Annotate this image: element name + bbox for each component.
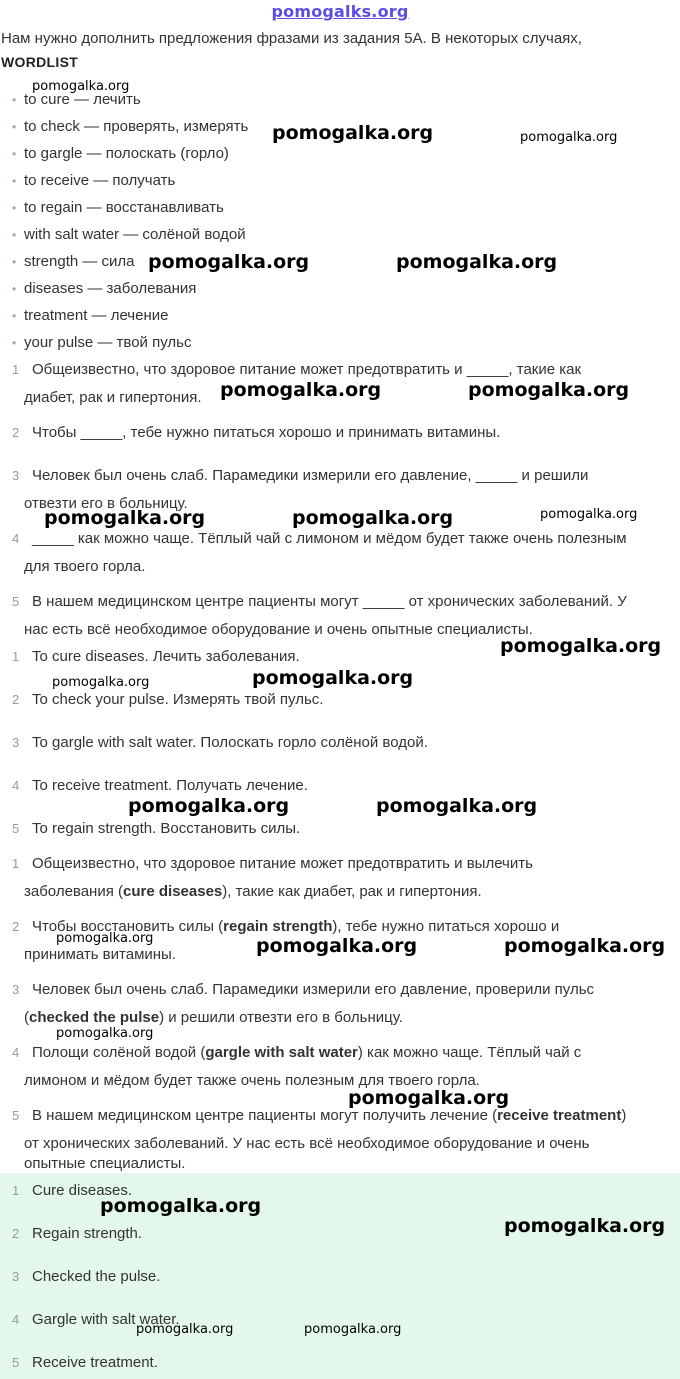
exercise-line: Общеизвестно, что здоровое питание может предотвратить и _____, такие как	[32, 361, 582, 378]
exercise-line: Человек был очень слаб. Парамедики измерили его давление, _____ и решили	[32, 467, 589, 484]
watermark: pomogalka.org	[56, 931, 154, 946]
wordlist-item: • to check — проверять, измерять	[12, 118, 249, 135]
watermark: pomogalka.org	[468, 379, 630, 401]
watermark: pomogalka.org	[292, 507, 454, 529]
answer-phrase: regain strength	[223, 918, 333, 935]
wordlist-item: • your pulse — твой пульс	[12, 334, 192, 351]
bullet-icon: •	[12, 282, 17, 296]
bullet-icon: •	[12, 309, 17, 323]
item-number: 1	[12, 362, 20, 377]
wordlist-item: • to receive — получать	[12, 172, 176, 189]
answer-line: (checked the pulse) и решили отвезти его в больницу.	[24, 1009, 403, 1026]
item-number: 4	[12, 1312, 20, 1327]
answer-line: Человек был очень слаб. Парамедики измерили его давление, проверили пульс	[32, 981, 595, 998]
bullet-icon: •	[12, 255, 17, 269]
watermark: pomogalka.org	[44, 507, 206, 529]
site-watermark-top: pomogalks.org	[271, 2, 409, 21]
item-number: 5	[12, 594, 20, 609]
watermark: pomogalka.org	[396, 251, 558, 273]
watermark: pomogalka.org	[500, 635, 662, 657]
bullet-icon: •	[12, 336, 17, 350]
bullet-icon: •	[12, 201, 17, 215]
wordlist-item: • to cure — лечить	[12, 91, 141, 108]
wordlist-item: • to regain — восстанавливать	[12, 199, 224, 216]
phrase-text: To check your pulse. Измерять твой пульс.	[32, 691, 324, 708]
wordlist-item: • to gargle — полоскать (горло)	[12, 145, 229, 162]
wordlist-item: • strength — сила	[12, 253, 135, 270]
watermark: pomogalka.org	[52, 675, 150, 690]
item-number: 2	[12, 1226, 20, 1241]
wordlist-item: • with salt water — солёной водой	[12, 226, 246, 243]
wordlist-item: • treatment — лечение	[12, 307, 169, 324]
bullet-icon: •	[12, 93, 17, 107]
watermark: pomogalka.org	[376, 795, 538, 817]
final-text: Receive treatment.	[32, 1354, 158, 1371]
phrase-text: To cure diseases. Лечить заболевания.	[32, 648, 300, 665]
answer-line: опытные специалисты.	[24, 1155, 186, 1172]
final-text: Cure diseases.	[32, 1182, 133, 1199]
answer-line: В нашем медицинском центре пациенты могут получить лечение (receive treatment)	[32, 1107, 627, 1124]
watermark: pomogalka.org	[256, 935, 418, 957]
watermark: pomogalka.org	[520, 130, 618, 145]
watermark: pomogalka.org	[272, 122, 434, 144]
wordlist-item: • diseases — заболевания	[12, 280, 197, 297]
watermark: pomogalka.org	[128, 795, 290, 817]
exercise-line: отвезти его в больницу.	[24, 495, 188, 512]
bullet-icon: •	[12, 120, 17, 134]
item-number: 4	[12, 778, 20, 793]
item-number: 3	[12, 468, 20, 483]
answer-phrase: receive treatment	[497, 1107, 622, 1124]
item-number: 1	[12, 649, 20, 664]
answer-phrase: gargle with salt water	[205, 1044, 358, 1061]
answer-phrase: cure diseases	[123, 883, 223, 900]
item-number: 2	[12, 692, 20, 707]
watermark: pomogalka.org	[504, 1215, 666, 1237]
bullet-icon: •	[12, 228, 17, 242]
item-number: 2	[12, 919, 20, 934]
answer-line: от хронических заболеваний. У нас есть всё необходимое оборудование и очень	[24, 1135, 590, 1152]
watermark: pomogalka.org	[32, 79, 130, 94]
final-text: Gargle with salt water.	[32, 1311, 180, 1328]
wordlist-title: WORDLIST	[1, 54, 79, 70]
phrase-text: To regain strength. Восстановить силы.	[32, 820, 301, 837]
exercise-line: _____ как можно чаще. Тёплый чай с лимоном и мёдом будет также очень полезным	[32, 530, 627, 547]
item-number: 1	[12, 856, 20, 871]
phrase-text: To gargle with salt water. Полоскать горло солёной водой.	[32, 734, 428, 751]
answer-line: Полощи солёной водой (gargle with salt water) как можно чаще. Тёплый чай с	[32, 1044, 582, 1061]
exercise-line: нас есть всё необходимое оборудование и очень опытные специалисты.	[24, 621, 533, 638]
final-text: Regain strength.	[32, 1225, 143, 1242]
item-number: 5	[12, 1108, 20, 1123]
item-number: 5	[12, 821, 20, 836]
answer-phrase: checked the pulse	[29, 1009, 160, 1026]
exercise-line: Чтобы _____, тебе нужно питаться хорошо и принимать витамины.	[32, 424, 501, 441]
exercise-line: для твоего горла.	[24, 558, 146, 575]
watermark: pomogalka.org	[136, 1322, 234, 1337]
item-number: 3	[12, 1269, 20, 1284]
answer-line: лимоном и мёдом будет также очень полезным для твоего горла.	[24, 1072, 480, 1089]
watermark: pomogalka.org	[56, 1026, 154, 1041]
item-number: 4	[12, 531, 20, 546]
watermark: pomogalka.org	[348, 1087, 510, 1109]
watermark: pomogalka.org	[220, 379, 382, 401]
watermark: pomogalka.org	[540, 507, 638, 522]
watermark: pomogalka.org	[148, 251, 310, 273]
final-text: Checked the pulse.	[32, 1268, 161, 1285]
item-number: 1	[12, 1183, 20, 1198]
watermark: pomogalka.org	[504, 935, 666, 957]
item-number: 4	[12, 1045, 20, 1060]
bullet-icon: •	[12, 174, 17, 188]
exercise-line: диабет, рак и гипертония.	[24, 389, 202, 406]
bullet-icon: •	[12, 147, 17, 161]
answer-line: заболевания (cure diseases), такие как диабет, рак и гипертония.	[24, 883, 482, 900]
item-number: 3	[12, 982, 20, 997]
intro-text: Нам нужно дополнить предложения фразами из задания 5A. В некоторых случаях,	[1, 30, 582, 47]
exercise-line: В нашем медицинском центре пациенты могут _____ от хронических заболеваний. У	[32, 593, 627, 610]
item-number: 3	[12, 735, 20, 750]
answer-line: Общеизвестно, что здоровое питание может предотвратить и вылечить	[32, 855, 533, 872]
phrase-text: To receive treatment. Получать лечение.	[32, 777, 308, 794]
item-number: 2	[12, 425, 20, 440]
answer-line: принимать витамины.	[24, 946, 176, 963]
answer-line: Чтобы восстановить силы (regain strength), тебе нужно питаться хорошо и	[32, 918, 560, 935]
item-number: 5	[12, 1355, 20, 1370]
watermark: pomogalka.org	[252, 667, 414, 689]
watermark: pomogalka.org	[100, 1195, 262, 1217]
watermark: pomogalka.org	[304, 1322, 402, 1337]
